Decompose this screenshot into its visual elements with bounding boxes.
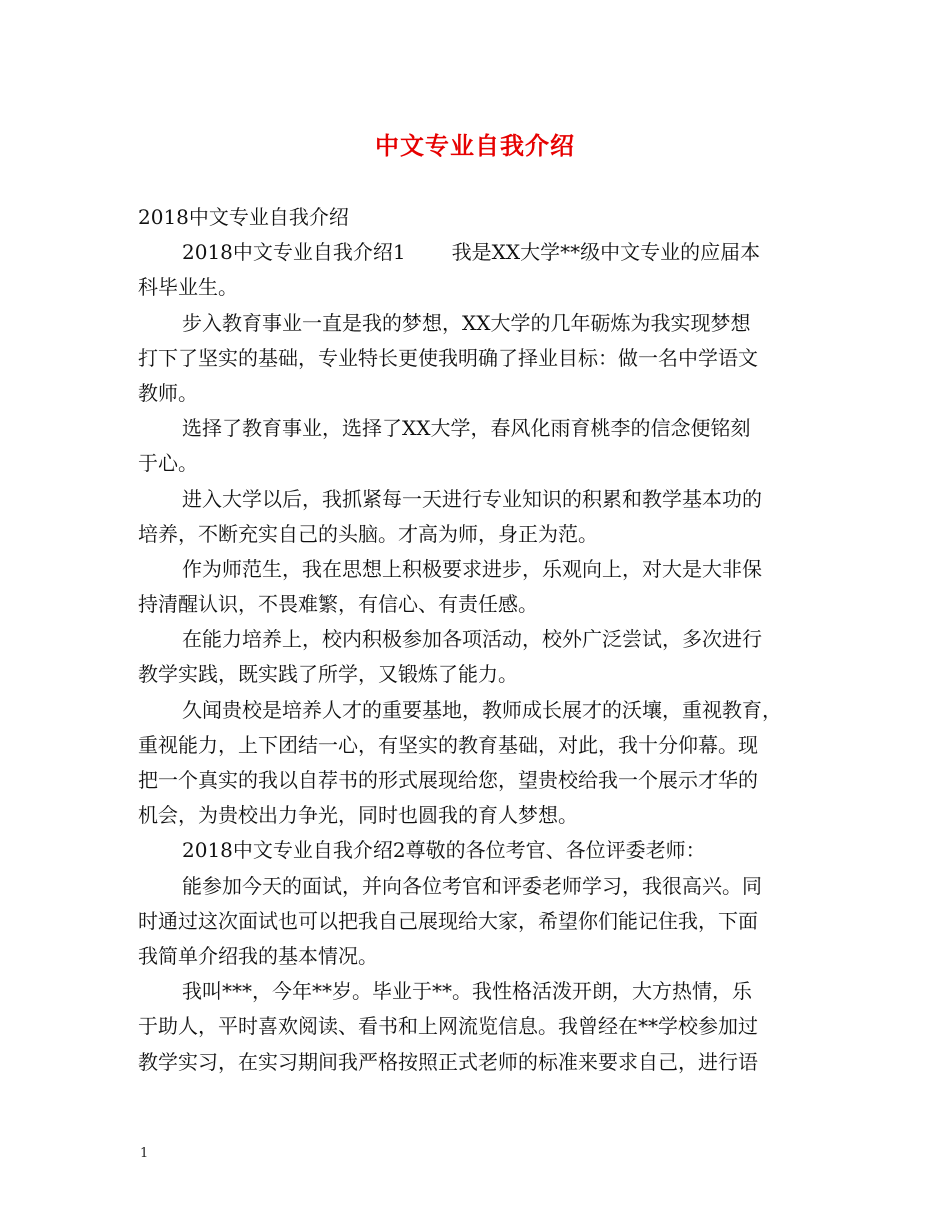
paragraph-line: 教师。 bbox=[138, 380, 198, 405]
paragraph-line: 于助人，平时喜欢阅读、看书和上网流览信息。我曾经在**学校参加过 bbox=[138, 1014, 758, 1039]
paragraph-line: 科毕业生。 bbox=[138, 275, 238, 300]
paragraph-line: 在能力培养上，校内积极参加各项活动，校外广泛尝试，多次进行 bbox=[182, 627, 762, 652]
paragraph-line: 进入大学以后，我抓紧每一天进行专业知识的积累和教学基本功的 bbox=[182, 486, 762, 511]
paragraph-line-part: 我是XX大学**级中文专业的应届本 bbox=[451, 240, 761, 265]
paragraph-line: 2018中文专业自我介绍2尊敬的各位考官、各位评委老师： bbox=[182, 838, 706, 863]
paragraph-line: 持清醒认识，不畏难繁，有信心、有责任感。 bbox=[138, 592, 538, 617]
page-number: 1 bbox=[140, 1146, 149, 1161]
document-title: 中文专业自我介绍 bbox=[375, 132, 575, 160]
paragraph-line: 时通过这次面试也可以把我自己展现给大家，希望你们能记住我，下面 bbox=[138, 908, 758, 933]
paragraph-line: 步入教育事业一直是我的梦想，XX大学的几年砺炼为我实现梦想 bbox=[182, 310, 751, 335]
paragraph-line: 作为师范生，我在思想上积极要求进步，乐观向上，对大是大非保 bbox=[182, 556, 762, 581]
paragraph-line: 机会，为贵校出力争光，同时也圆我的育人梦想。 bbox=[138, 803, 578, 828]
document-body bbox=[138, 200, 814, 1080]
paragraph-line: 2018中文专业自我介绍 bbox=[138, 205, 349, 229]
paragraph-line: 教学实习，在实习期间我严格按照正式老师的标准来要求自己，进行语 bbox=[138, 1049, 758, 1074]
paragraph-line: 教学实践，既实践了所学，又锻炼了能力。 bbox=[138, 662, 518, 687]
paragraph-line: 能参加今天的面试，并向各位考官和评委老师学习，我很高兴。同 bbox=[182, 873, 762, 898]
paragraph-line: 于心。 bbox=[138, 451, 198, 476]
paragraph-line: 重视能力，上下团结一心，有坚实的教育基础，对此，我十分仰幕。现 bbox=[138, 732, 758, 757]
paragraph-line: 我叫***，今年**岁。毕业于**。我性格活泼开朗，大方热情，乐 bbox=[182, 979, 752, 1004]
paragraph-line: 培养，不断充实自己的头脑。才高为师，身正为范。 bbox=[138, 521, 598, 546]
paragraph-line: 久闻贵校是培养人才的重要基地，教师成长展才的沃壤，重视教育， bbox=[182, 697, 782, 722]
paragraph-line bbox=[138, 235, 814, 270]
paragraph-line-part: 2018中文专业自我介绍1 bbox=[182, 240, 406, 265]
paragraph-line: 把一个真实的我以自荐书的形式展现给您，望贵校给我一个展示才华的 bbox=[138, 768, 758, 792]
paragraph-line: 打下了坚实的基础，专业特长更使我明确了择业目标：做一名中学语文 bbox=[138, 345, 758, 370]
paragraph-line: 我简单介绍我的基本情况。 bbox=[138, 943, 378, 968]
paragraph-line: 选择了教育事业，选择了XX大学，春风化雨育桃李的信念便铭刻 bbox=[182, 416, 751, 441]
